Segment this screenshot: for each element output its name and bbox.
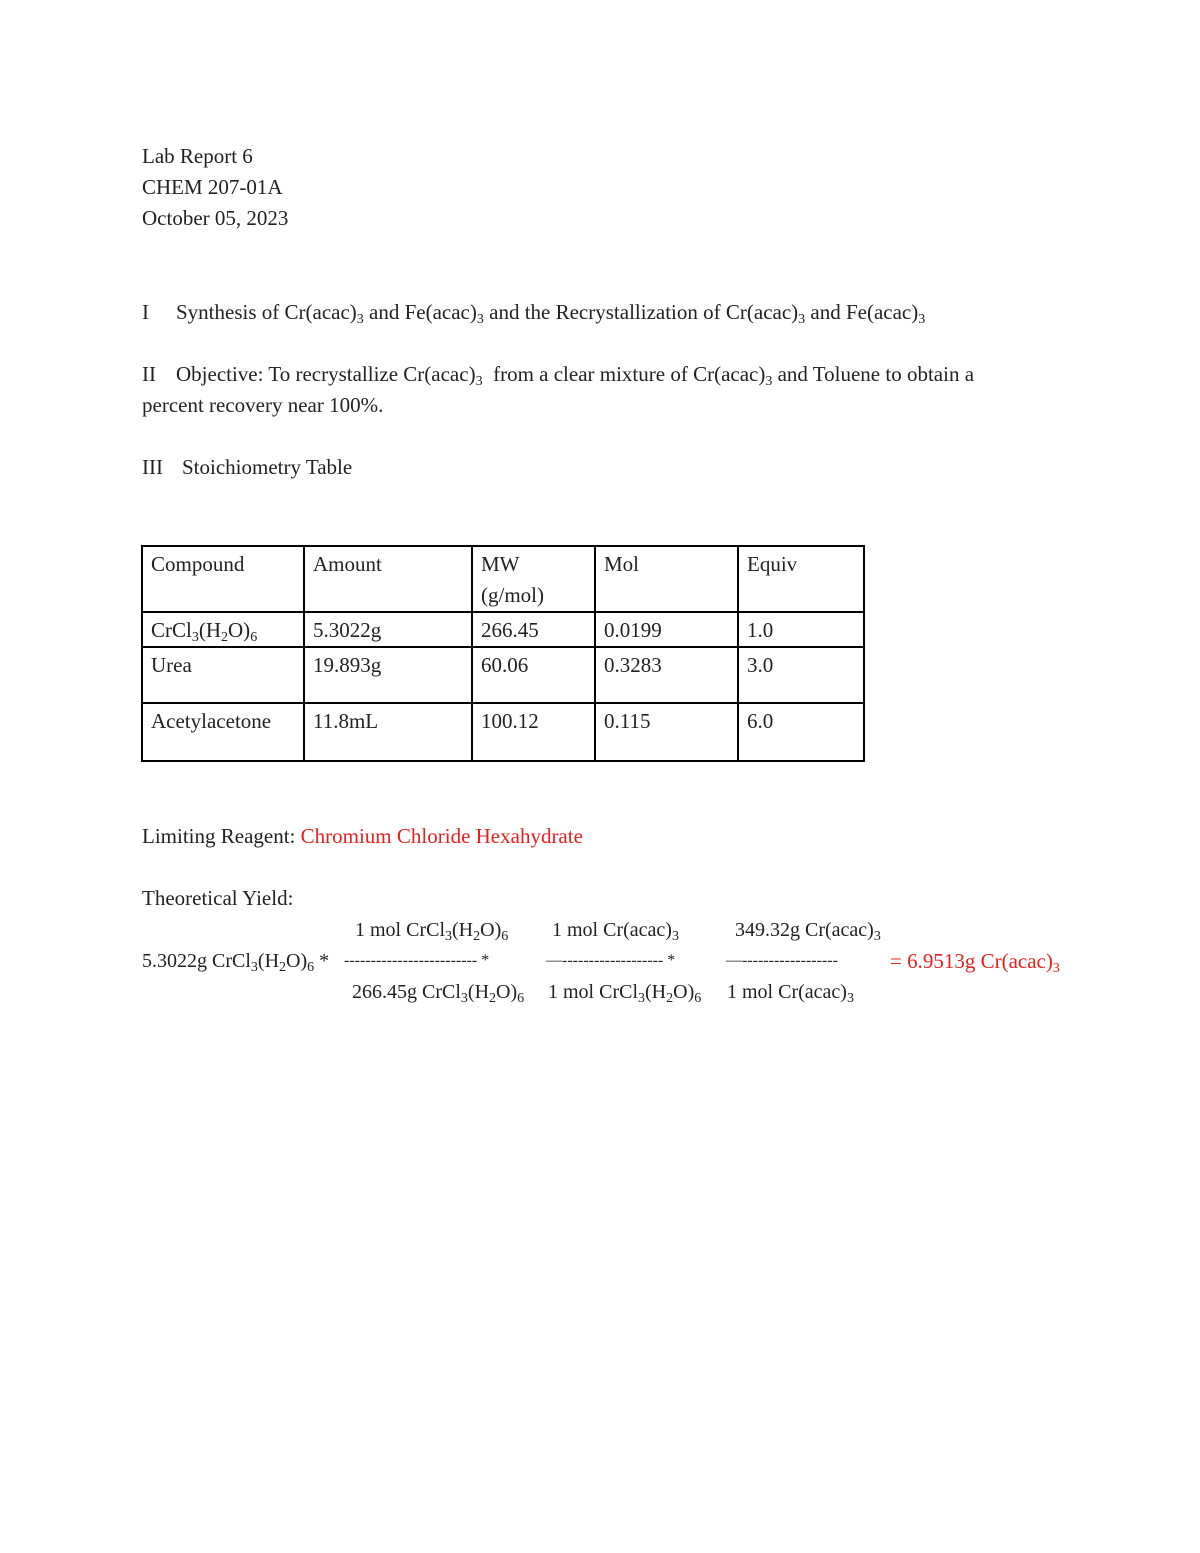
header-mw-line2: (g/mol) xyxy=(481,583,544,607)
cell-compound: Urea xyxy=(142,647,304,703)
subscript: 3 xyxy=(671,929,679,944)
subscript: 3 xyxy=(250,960,258,975)
factor3-denominator xyxy=(727,978,854,1006)
text-fragment: Synthesis of Cr(acac) xyxy=(176,300,357,324)
limiting-reagent-value: Chromium Chloride Hexahydrate xyxy=(300,824,583,848)
theoretical-yield-label: Theoretical Yield: xyxy=(142,886,294,910)
subscript: 3 xyxy=(873,929,881,944)
factor2-fraction-bar: —------------------- * xyxy=(546,952,676,969)
section-title: Stoichiometry Table xyxy=(182,455,353,479)
table-row xyxy=(142,647,864,703)
subscript: 6 xyxy=(694,991,702,1006)
subscript: 3 xyxy=(460,991,468,1006)
subscript: 3 xyxy=(918,312,926,327)
subscript: 2 xyxy=(221,630,229,645)
text-fragment: (H xyxy=(467,981,490,1003)
table-row xyxy=(142,703,864,761)
cell-mw: 60.06 xyxy=(472,647,595,703)
subscript: 2 xyxy=(473,929,481,944)
stoichiometry-table xyxy=(141,545,865,762)
report-date: October 05, 2023 xyxy=(142,206,289,230)
subscript: 2 xyxy=(666,991,674,1006)
text-fragment: 266.45g CrCl xyxy=(352,981,461,1003)
header-cell-mol: Mol xyxy=(595,546,738,612)
header-cell-compound: Compound xyxy=(142,546,304,612)
text-fragment: 1 mol Cr(acac) xyxy=(727,981,847,1003)
subscript: 3 xyxy=(638,991,646,1006)
cell-compound xyxy=(142,612,304,647)
text-fragment: (H xyxy=(198,618,222,642)
cell-mol: 0.0199 xyxy=(595,612,738,647)
text-fragment: O) xyxy=(496,981,518,1003)
header-cell-amount: Amount xyxy=(304,546,472,612)
subscript: 3 xyxy=(1052,961,1060,976)
subscript: 3 xyxy=(356,312,364,327)
header-cell-mw xyxy=(472,546,595,612)
section-number: I xyxy=(142,300,149,324)
cell-compound: Acetylacetone xyxy=(142,703,304,761)
section-number: III xyxy=(142,455,163,479)
subscript: 3 xyxy=(475,374,483,389)
cell-mw: 266.45 xyxy=(472,612,595,647)
cell-amount: 11.8mL xyxy=(304,703,472,761)
text-fragment: Objective: To recrystallize Cr(acac) xyxy=(176,362,476,386)
text-fragment: 1 mol CrCl xyxy=(355,919,446,941)
text-fragment: O) xyxy=(286,950,308,972)
multiply-operator: * xyxy=(314,950,330,972)
text-fragment: = 6.9513g Cr(acac) xyxy=(890,949,1053,973)
section-synthesis-title xyxy=(142,298,925,326)
text-fragment: and Fe(acac) xyxy=(363,300,477,324)
yield-start-quantity xyxy=(142,947,329,975)
subscript: 6 xyxy=(501,929,509,944)
subscript: 3 xyxy=(191,630,199,645)
cell-equiv: 3.0 xyxy=(738,647,864,703)
text-fragment: O) xyxy=(228,618,251,642)
text-fragment: O) xyxy=(673,981,695,1003)
text-fragment: and the Recrystallization of Cr(acac) xyxy=(483,300,799,324)
factor2-denominator xyxy=(548,978,701,1006)
text-fragment: from a clear mixture of Cr(acac) xyxy=(482,362,766,386)
section-number: II xyxy=(142,362,156,386)
text-fragment: and Toluene to obtain a xyxy=(772,362,975,386)
section-stoichiometry-title xyxy=(142,453,352,481)
cell-amount: 5.3022g xyxy=(304,612,472,647)
subscript: 3 xyxy=(798,312,806,327)
cell-mol: 0.3283 xyxy=(595,647,738,703)
text-fragment: (H xyxy=(645,981,667,1003)
course-code: CHEM 207-01A xyxy=(142,175,283,199)
factor1-fraction-bar: ------------------------- * xyxy=(344,952,490,969)
cell-mw: 100.12 xyxy=(472,703,595,761)
subscript: 3 xyxy=(765,374,773,389)
text-fragment: 1 mol Cr(acac) xyxy=(552,919,672,941)
factor2-numerator xyxy=(552,916,679,944)
text-fragment: O) xyxy=(480,919,502,941)
header-cell-equiv: Equiv xyxy=(738,546,864,612)
table-header-row xyxy=(142,546,864,612)
subscript: 6 xyxy=(517,991,525,1006)
limiting-reagent xyxy=(142,822,583,850)
table-row xyxy=(142,612,864,647)
limiting-reagent-label: Limiting Reagent: xyxy=(142,824,301,848)
subscript: 6 xyxy=(250,630,258,645)
text-fragment: 349.32g Cr(acac) xyxy=(735,919,874,941)
text-fragment: and Fe(acac) xyxy=(805,300,919,324)
factor3-numerator xyxy=(735,916,881,944)
cell-amount: 19.893g xyxy=(304,647,472,703)
text-fragment: (H xyxy=(257,950,280,972)
section-objective xyxy=(142,360,974,388)
subscript: 3 xyxy=(445,929,453,944)
subscript: 2 xyxy=(279,960,287,975)
cell-equiv: 6.0 xyxy=(738,703,864,761)
report-title: Lab Report 6 xyxy=(142,144,253,168)
cell-mol: 0.115 xyxy=(595,703,738,761)
factor3-fraction-bar: —------------------ xyxy=(726,952,838,969)
theoretical-yield-result xyxy=(890,947,1060,975)
factor1-denominator xyxy=(352,978,524,1006)
factor1-numerator xyxy=(355,916,508,944)
subscript: 3 xyxy=(846,991,854,1006)
text-fragment: 1 mol CrCl xyxy=(548,981,639,1003)
subscript: 2 xyxy=(489,991,497,1006)
text-fragment: (H xyxy=(452,919,474,941)
text-fragment: CrCl xyxy=(151,618,192,642)
subscript: 3 xyxy=(476,312,484,327)
cell-equiv: 1.0 xyxy=(738,612,864,647)
subscript: 6 xyxy=(307,960,315,975)
text-fragment: 5.3022g CrCl xyxy=(142,950,251,972)
section-objective-line2: percent recovery near 100%. xyxy=(142,393,384,417)
header-mw-line1: MW xyxy=(481,552,520,576)
